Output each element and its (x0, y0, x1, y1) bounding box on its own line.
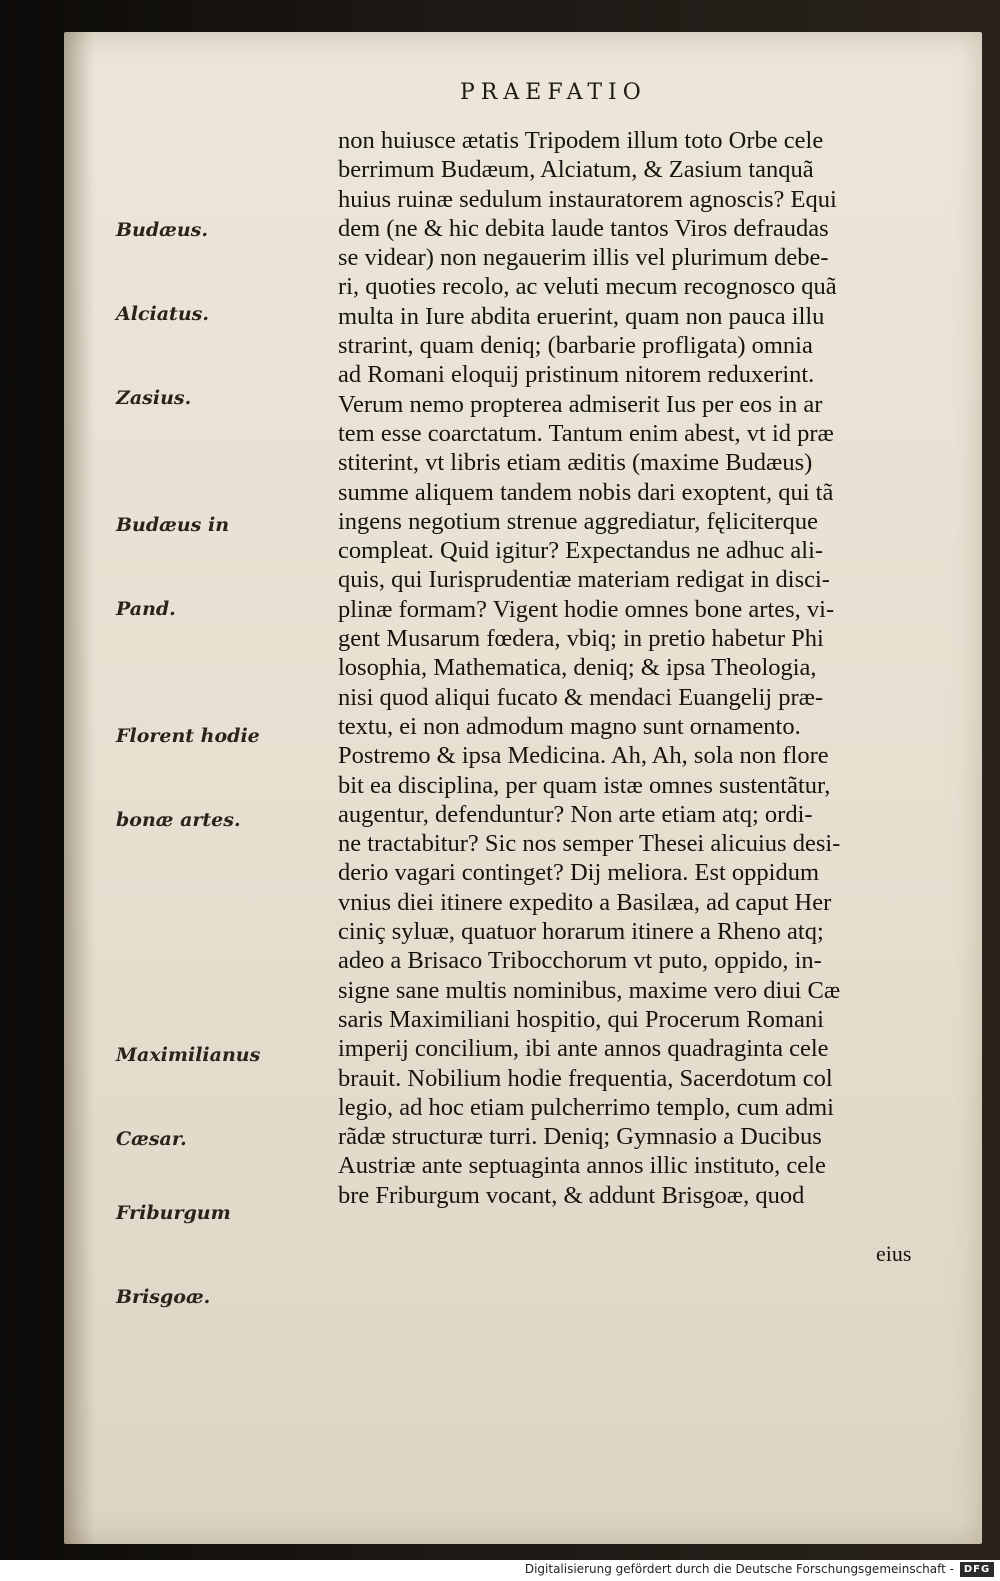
text-line: strarint, quam deniq; (barbarie profligata) omnia (338, 332, 813, 360)
text-line: multa in Iure abdita eruerint, quam non pauca illu (338, 302, 825, 330)
text-line: legio, ad hoc etiam pulcherrimo templo, cum admi (338, 1093, 834, 1121)
main-text-block (338, 126, 934, 1210)
digitization-footer (0, 1560, 1000, 1581)
marginal-note-line: Budæus in (116, 514, 230, 536)
text-line: derio vagari continget? Dij meliora. Est oppidum (338, 859, 820, 887)
text-line: dem (ne & hic debita laude tantos Viros defraudas (338, 214, 829, 242)
marginal-note-line: Budæus. (116, 219, 208, 241)
text-line: berrimum Budæum, Alciatum, & Zasium tanquã (338, 156, 814, 184)
text-line: rãdæ structuræ turri. Deniq; Gymnasio a Ducibus (338, 1123, 822, 1151)
marginal-note (116, 455, 229, 651)
page-fold-shadow (64, 32, 94, 1544)
text-line: Austriæ ante septuaginta annos illic instituto, cele (338, 1152, 826, 1180)
text-line: losophia, Mathematica, deniq; & ipsa Theologia, (338, 654, 817, 682)
marginal-note-line: Alciatus. (116, 303, 209, 325)
text-line: gent Musarum fœdera, vbiq; in pretio habetur Phi (338, 625, 824, 653)
text-line: summe aliquem tandem nobis dari exoptent, qui tã (338, 478, 834, 506)
text-line: textu, ei non admodum magno sunt ornamento. (338, 712, 801, 740)
dfg-logo: DFG (960, 1562, 994, 1577)
text-line: saris Maximiliani hospitio, qui Procerum Romani (338, 1005, 824, 1033)
marginal-note-line: Florent hodie (116, 725, 260, 747)
text-line: non huiusce ætatis Tripodem illum toto Orbe cele (338, 127, 824, 154)
text-line: imperij concilium, ibi ante annos quadraginta cele (338, 1035, 829, 1063)
text-line: quis, qui Iurisprudentiæ materiam redigat in disci- (338, 566, 830, 594)
text-line: Postremo & ipsa Medicina. Ah, Ah, sola non flore (338, 742, 829, 770)
marginal-note (116, 160, 209, 440)
marginal-note-line: Cæsar. (116, 1128, 187, 1150)
marginal-note-line: Maximilianus (116, 1044, 261, 1066)
marginal-note (116, 1143, 231, 1339)
marginal-note-line: Zasius. (116, 387, 192, 409)
text-line: compleat. Quid igitur? Expectandus ne adhuc ali- (338, 537, 824, 565)
text-line: ne tractabitur? Sic nos semper Thesei alicuius desi- (338, 830, 841, 858)
text-line: huius ruinæ sedulum instauratorem agnoscis? Equi (338, 185, 837, 213)
text-line: signe sane multis nominibus, maxime vero diui Cæ (338, 976, 841, 1004)
text-line: adeo a Brisaco Tribocchorum vt puto, oppido, in- (338, 947, 822, 975)
text-line: Verum nemo propterea admiserit Ius per eos in ar (338, 390, 823, 418)
text-line: ingens negotium strenue aggrediatur, fęliciterque (338, 507, 818, 535)
text-line: stiterint, vt libris etiam æditis (maxime Budæus) (338, 449, 813, 477)
text-line: bit ea disciplina, per quam istæ omnes sustentãtur, (338, 771, 831, 799)
text-line: bre Friburgum vocant, & addunt Brisgoæ, quod (338, 1181, 805, 1209)
text-line: tem esse coarctatum. Tantum enim abest, vt id præ (338, 419, 834, 447)
text-line: nisi quod aliqui fucato & mendaci Euangelij præ- (338, 683, 824, 711)
marginal-note-line: Friburgum (116, 1202, 231, 1224)
marginal-note-line: Pand. (116, 598, 176, 620)
text-line: brauit. Nobilium hodie frequentia, Sacerdotum col (338, 1064, 833, 1092)
text-line: vnius diei itinere expedito a Basilæa, ad caput Her (338, 888, 832, 916)
text-line: ad Romani eloquij pristinum nitorem reduxerint. (338, 361, 815, 389)
text-line: ri, quoties recolo, ac veluti mecum recognosco quã (338, 273, 837, 301)
running-head: PRAEFATIO (460, 80, 647, 105)
text-line: augentur, defenduntur? Non arte etiam atq; ordi- (338, 800, 813, 828)
text-line: plinæ formam? Vigent hodie omnes bone artes, vi- (338, 595, 835, 623)
marginal-note-line: bonæ artes. (116, 809, 241, 831)
footer-credit: Digitalisierung gefördert durch die Deutsche Forschungsgemeinschaft - (524, 1562, 954, 1576)
text-line: ciniç syluæ, quatuor horarum itinere a Rheno atq; (338, 918, 824, 946)
marginal-note (116, 666, 260, 862)
catchword: eius (876, 1241, 912, 1266)
text-line: se videar) non negauerim illis vel plurimum debe- (338, 244, 829, 272)
marginal-note-line: Brisgoæ. (116, 1286, 211, 1308)
